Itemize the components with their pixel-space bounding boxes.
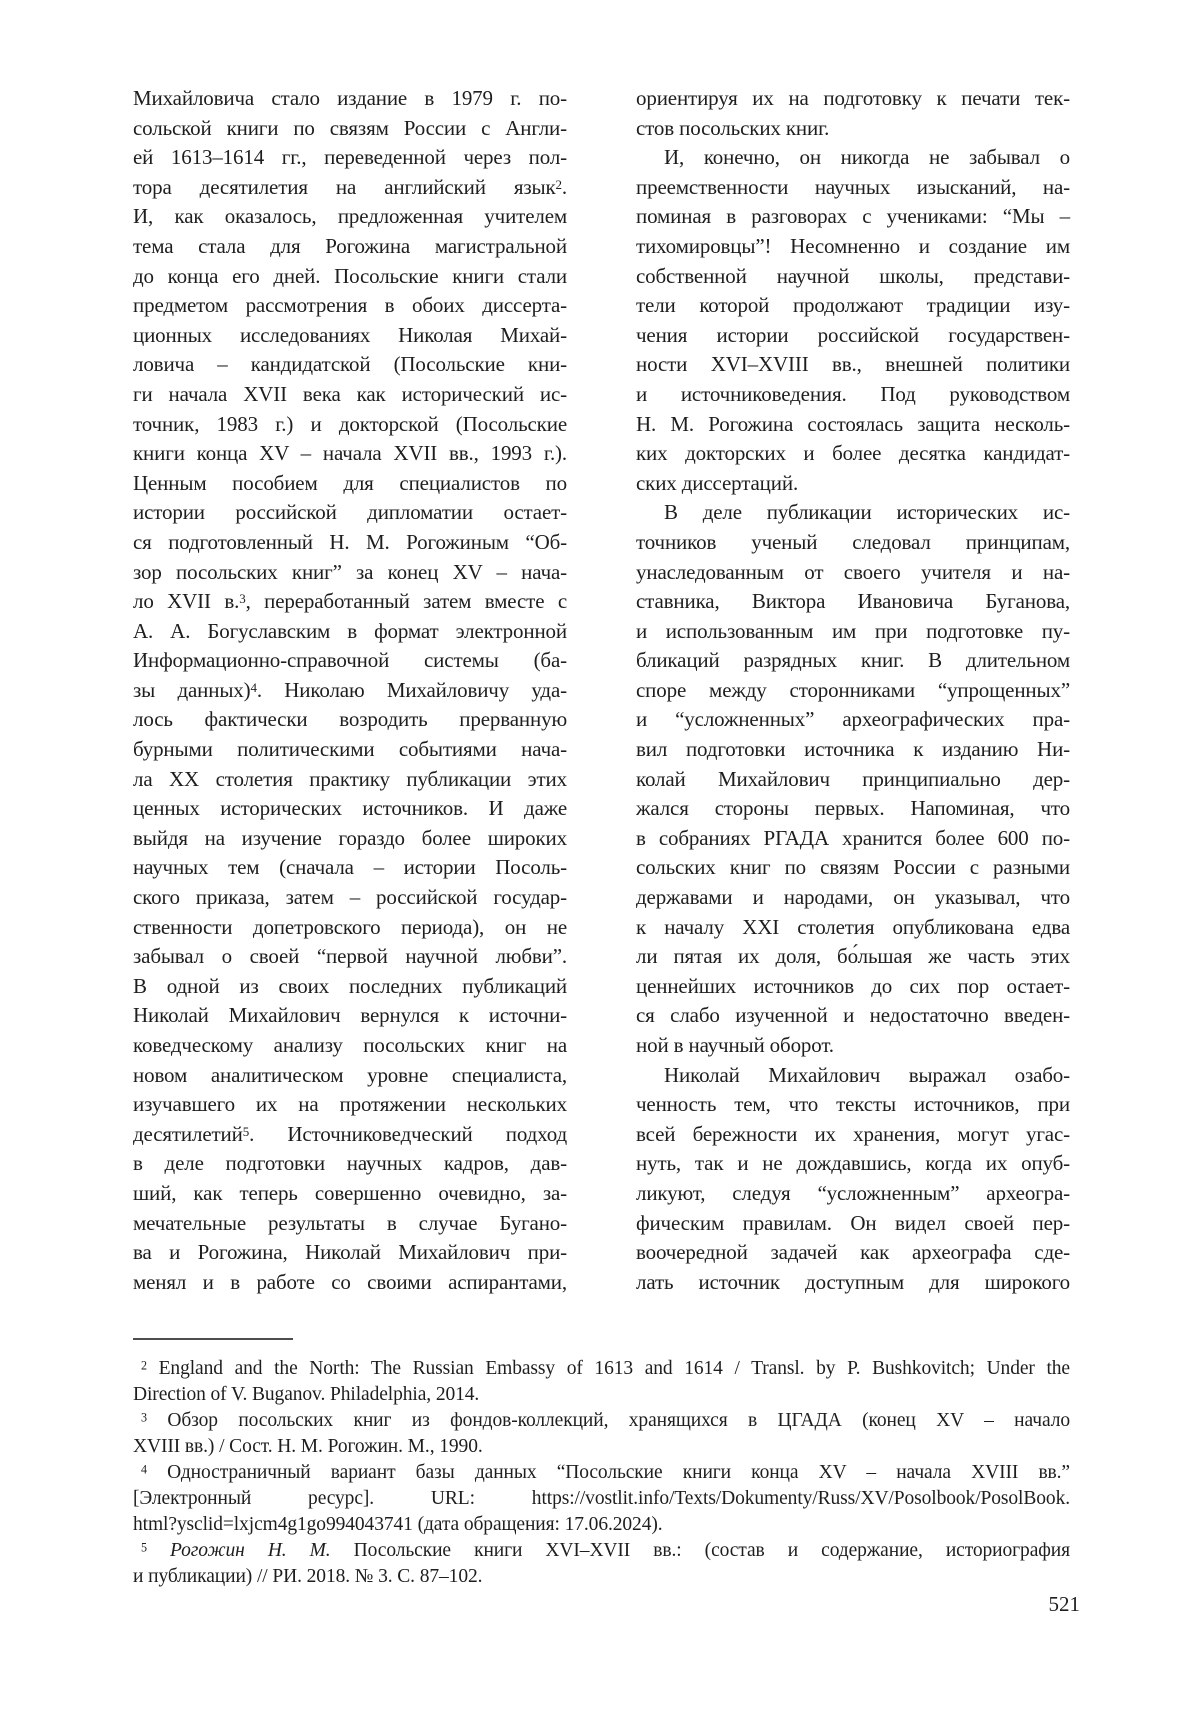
text-line: вил подготовки источника к изданию Ни-: [636, 737, 1070, 762]
text-line: $^3$ Обзор посольских книг из фондов-коллекций, хранящихся в ЦГАДА (конец XV – начало: [141, 1410, 1070, 1431]
text-line: ких докторских и более десятка кандидат-: [636, 441, 1070, 466]
text-line: ности XVI–XVIII вв., внешней политики: [636, 352, 1070, 377]
footnote-marker: 3: [239, 591, 246, 607]
text-line: собственной научной школы, представи-: [636, 263, 1070, 288]
page-number: 521: [1048, 1592, 1080, 1616]
text-line: коведческому анализу посольских книг на: [133, 1033, 567, 1057]
text-line: державами и народами, он указывал, что: [636, 885, 1070, 910]
text-line: в деле подготовки научных кадров, дав-: [133, 1151, 567, 1176]
text-line: жался стороны первых. Напоминая, что: [636, 796, 1070, 821]
paragraph: [636, 143, 1070, 498]
text-line: тихомировцы”! Несомненно и создание им: [636, 233, 1070, 258]
text-line: ственности допетровского периода), он не: [133, 914, 567, 939]
text-line: ловича – кандидатской (Посольские кни-: [133, 352, 567, 377]
text-line: в собраниях РГАДА хранится более 600 по-: [636, 825, 1070, 850]
text-line: ла XX столетия практику публикации этих: [133, 766, 567, 791]
text-line: Николай Михайлович вернулся к источни-: [133, 1003, 567, 1028]
text-line: унаследованным от своего учителя и на-: [636, 559, 1070, 584]
text-line: Николай Михайлович выражал озабо-: [664, 1062, 1070, 1087]
text-line: бурными политическими событиями нача-: [133, 737, 567, 762]
paragraph: [133, 1538, 1070, 1590]
paragraph: [133, 84, 567, 1297]
text-line: и “усложненных” археографических пра-: [636, 707, 1070, 732]
text-line: предметом рассмотрения в обоих диссерта-: [133, 293, 567, 318]
text-line: Информационно-справочной системы (ба-: [133, 648, 567, 673]
text-line: ставника, Виктора Ивановича Буганова,: [636, 589, 1070, 614]
text-line: фическим правилам. Он видел своей пер-: [636, 1210, 1070, 1235]
text-line: поминая в разговорах с учениками: “Мы –: [636, 204, 1070, 229]
paragraph: [133, 1408, 1070, 1460]
text-line: и источниковедения. Под руководством: [636, 381, 1070, 406]
text-line: В одной из своих последних публикаций: [133, 973, 567, 998]
text-line: ценнейших источников до сих пор остает-: [636, 973, 1070, 998]
text-line: $^5$ Рогожин Н. М. Посольские книги XVI–XVII вв.: (состав и содержание, историография: [141, 1540, 1071, 1561]
footnotes: [133, 1356, 1070, 1590]
text-line: бликаций разрядных книг. В длительном: [636, 648, 1070, 673]
text-line: тема стала для Рогожина магистральной: [133, 233, 567, 258]
text-line: изучавшего их на протяжении нескольких: [133, 1092, 567, 1117]
text-line: забывал о своей “первой научной любви”.: [133, 944, 567, 969]
text-line: научных тем (сначала – истории Посоль-: [133, 855, 567, 880]
text-line: ло XVII в.$^3$, переработанный затем вместе с: [133, 589, 567, 614]
text-line: $^4$ Одностраничный вариант базы данных “Посольские книги конца XV – начала XVIII вв.”: [141, 1462, 1070, 1483]
text-line: мечательные результаты в случае Бугано-: [133, 1210, 567, 1235]
text-line: десятилетий$^5$. Источниковедческий подход: [133, 1121, 567, 1146]
text-line: А. А. Богуславским в формат электронной: [133, 618, 567, 643]
footnote-separator: [133, 1338, 293, 1340]
paragraph: [636, 84, 1070, 143]
text-line: $^2$ England and the North: The Russian Embassy of 1613 and 1614 / Transl. by P. Bushkovitch; Under the: [141, 1358, 1070, 1379]
text-line: лать источник доступным для широкого: [636, 1269, 1070, 1294]
text-line: сольских книг по связям России с разными: [636, 855, 1070, 880]
text-line: точник, 1983 г.) и докторской (Посольские: [133, 411, 567, 436]
text-line: Н. М. Рогожина состоялась защита несколь-: [636, 411, 1070, 436]
text-line: ценных исторических источников. И даже: [133, 796, 567, 821]
footnote-marker: 4: [250, 679, 257, 695]
text-line: [Электронный ресурс]. URL: https://vostlit.info/Texts/Dokumenty/Russ/XV/Posolbook/PosolBook.: [133, 1488, 1070, 1509]
text-line: книги конца XV – начала XVII вв., 1993 г.).: [133, 441, 567, 466]
footnote-marker: 2: [555, 176, 562, 192]
text-line: новом аналитическом уровне специалиста,: [133, 1062, 567, 1087]
text-line: лось фактически возродить прерванную: [133, 707, 567, 732]
text-line: тора десятилетия на английский язык$^2$.: [133, 174, 567, 199]
footnote-marker: 3: [141, 1410, 147, 1425]
text-line: истории российской дипломатии остает-: [133, 500, 567, 525]
text-line: колай Михайлович принципиально дер-: [636, 766, 1070, 791]
right-column: [636, 84, 1070, 1297]
text-line: выйдя на изучение гораздо более широких: [133, 825, 567, 850]
footnote-marker: 5: [141, 1540, 147, 1555]
paragraph: [636, 1061, 1070, 1298]
text-line: и использованным им при подготовке пу-: [636, 618, 1070, 643]
text-line: чения истории российской государствен-: [636, 322, 1070, 347]
text-line: ориентируя их на подготовку к печати тек-: [636, 86, 1070, 110]
text-line: И, конечно, он никогда не забывал о: [664, 145, 1070, 170]
text-line: ченность тем, что тексты источников, при: [636, 1092, 1070, 1117]
text-line: Михайловича стало издание в 1979 г. по-: [133, 86, 567, 110]
text-line: ся слабо изученной и недостаточно введен-: [636, 1003, 1070, 1028]
paragraph: [636, 498, 1070, 1060]
footnote-marker: 4: [141, 1462, 147, 1477]
text-line: менял и в работе со своими аспирантами,: [133, 1269, 567, 1294]
text-line: ей 1613–1614 гг., переведенной через пол-: [133, 145, 567, 170]
text-line: и публикации) // РИ. 2018. № 3. С. 87–102.: [133, 1566, 483, 1587]
text-line: до конца его дней. Посольские книги стали: [133, 263, 567, 288]
text-line: воочередной задачей как археографа сде-: [636, 1240, 1070, 1265]
text-line: ва и Рогожина, Николай Михайлович при-: [133, 1240, 567, 1265]
text-line: споре между сторонниками “упрощенных”: [636, 677, 1070, 702]
text-line: ского приказа, затем – российской государ-: [133, 885, 567, 910]
text-line: ги начала XVII века как исторический ис-: [133, 381, 567, 406]
text-line: нуть, так и не дождавшись, когда их опуб-: [636, 1151, 1070, 1176]
text-line: Ценным пособием для специалистов по: [133, 470, 567, 495]
text-line: к началу XXI столетия опубликована едва: [636, 914, 1070, 939]
text-line: ли пятая их доля, бо́льшая же часть этих: [636, 944, 1070, 969]
footnote-marker: 5: [242, 1123, 250, 1139]
text-line: сольской книги по связям России с Англи-: [133, 115, 567, 140]
text-line: всей бережности их хранения, могут угас-: [636, 1121, 1070, 1146]
text-line: В деле публикации исторических ис-: [664, 500, 1070, 525]
paragraph: [133, 1356, 1070, 1408]
text-line: ся подготовленный Н. М. Рогожиным “Об-: [133, 529, 567, 554]
text-line: ший, как теперь совершенно очевидно, за-: [133, 1180, 567, 1205]
text-line: тели которой продолжают традиции изу-: [636, 293, 1070, 318]
footnote-marker: 2: [141, 1358, 147, 1373]
text-line: точников ученый следовал принципам,: [636, 529, 1070, 554]
text-line: зы данных)$^4$. Николаю Михайловичу уда-: [133, 677, 567, 702]
left-column: [133, 84, 567, 1297]
text-line: ной в научный оборот.: [636, 1033, 834, 1057]
text-line: зор посольских книг” за конец XV – нача-: [133, 559, 567, 584]
text-line: html?ysclid=lxjcm4g1go994043741 (дата обращения: 17.06.2024).: [133, 1514, 663, 1535]
text-line: Direction of V. Buganov. Philadelphia, 2014.: [133, 1384, 480, 1405]
text-line: ских диссертаций.: [636, 470, 799, 495]
text-line: ционных исследованиях Николая Михай-: [133, 322, 567, 347]
text-line: преемственности научных изысканий, на-: [636, 174, 1070, 199]
paragraph: [133, 1460, 1070, 1538]
text-line: И, как оказалось, предложенная учителем: [133, 204, 567, 229]
text-line: XVIII вв.) / Сост. Н. М. Рогожин. М., 1990.: [133, 1436, 483, 1457]
text-line: ликуют, следуя “усложненным” археогра-: [636, 1180, 1070, 1205]
text-line: стов посольских книг.: [636, 115, 830, 140]
body-text: [133, 84, 1070, 1297]
